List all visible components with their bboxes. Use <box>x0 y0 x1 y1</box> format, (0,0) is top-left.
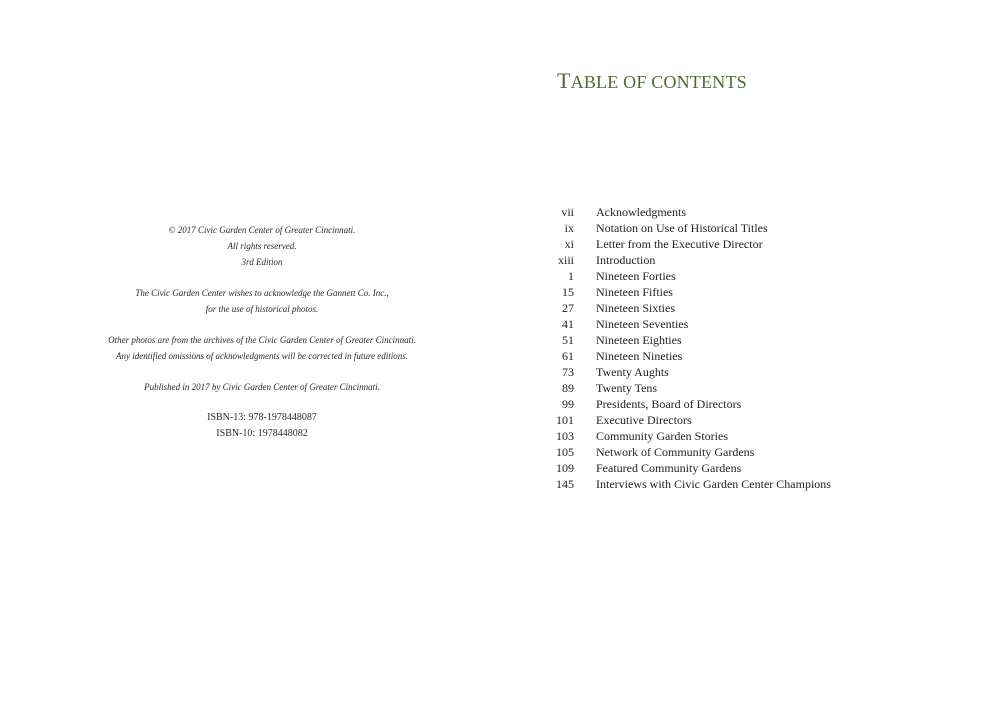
isbn-block <box>70 410 454 442</box>
toc-label: Network of Community Gardens <box>596 445 755 459</box>
copyright-block <box>70 222 454 457</box>
toc-page-number: 61 <box>562 349 574 363</box>
title-initial: T <box>557 68 571 93</box>
toc-entry[interactable] <box>544 316 831 332</box>
toc-entry[interactable] <box>544 396 831 412</box>
toc-entry[interactable] <box>544 412 831 428</box>
toc-entry[interactable] <box>544 460 831 476</box>
toc-label: Community Garden Stories <box>596 429 728 443</box>
title-rest: ABLE OF CONTENTS <box>570 72 747 92</box>
toc-entry[interactable] <box>544 364 831 380</box>
toc-label: Introduction <box>596 253 656 267</box>
toc-entry[interactable] <box>544 332 831 348</box>
toc-page-number: 89 <box>562 381 574 395</box>
toc-entry[interactable] <box>544 428 831 444</box>
toc-page-number: 101 <box>556 413 574 427</box>
publisher-line: Published in 2017 by Civic Garden Center of Greater Cincinnati. <box>144 382 380 392</box>
toc-label: Nineteen Eighties <box>596 333 682 347</box>
toc-page-number: vii <box>561 205 574 219</box>
toc-page-number: 27 <box>562 301 574 315</box>
toc-label: Executive Directors <box>596 413 692 427</box>
toc-entry[interactable] <box>544 444 831 460</box>
archive-note <box>70 332 454 364</box>
toc-label: Notation on Use of Historical Titles <box>596 221 768 235</box>
toc-label: Nineteen Fifties <box>596 285 673 299</box>
toc-page-number: 109 <box>556 461 574 475</box>
toc-label: Letter from the Executive Director <box>596 237 763 251</box>
archive-line: Other photos are from the archives of the Civic Garden Center of Greater Cincinnati. <box>108 335 416 345</box>
toc-label: Twenty Aughts <box>596 365 669 379</box>
toc-page-number: 73 <box>562 365 574 379</box>
toc-label: Nineteen Seventies <box>596 317 689 331</box>
toc-page <box>504 0 1008 720</box>
toc-page-number: 145 <box>556 477 574 491</box>
toc-label: Featured Community Gardens <box>596 461 742 475</box>
toc-page-number: 41 <box>562 317 574 331</box>
toc-list <box>544 204 831 492</box>
archive-line: Any identified omissions of acknowledgments will be corrected in future editions. <box>115 351 409 361</box>
toc-entry[interactable] <box>544 268 831 284</box>
toc-label: Twenty Tens <box>596 381 658 395</box>
toc-label: Nineteen Sixties <box>596 301 675 315</box>
toc-page-number: xi <box>564 237 574 251</box>
acknowledgment-line: for the use of historical photos. <box>205 304 319 314</box>
toc-label: Presidents, Board of Directors <box>596 397 742 411</box>
copyright-notice <box>70 222 454 270</box>
toc-page-number: 1 <box>568 269 574 283</box>
rights-line: All rights reserved. <box>227 241 297 251</box>
toc-page-number: 105 <box>556 445 574 459</box>
isbn-10: ISBN-10: 1978448082 <box>216 428 308 439</box>
toc-label: Nineteen Nineties <box>596 349 683 363</box>
toc-entry[interactable] <box>544 476 831 492</box>
toc-page-number: 15 <box>562 285 574 299</box>
toc-entry[interactable] <box>544 252 831 268</box>
toc-page-number: 99 <box>562 397 574 411</box>
photo-acknowledgment <box>70 285 454 317</box>
toc-label: Nineteen Forties <box>596 269 676 283</box>
isbn-13: ISBN-13: 978-1978448087 <box>207 412 317 423</box>
copyright-line: © 2017 Civic Garden Center of Greater Cincinnati. <box>168 225 356 235</box>
toc-entry[interactable] <box>544 284 831 300</box>
toc-page-number: xiii <box>557 253 574 267</box>
toc-entry[interactable] <box>544 220 831 236</box>
toc-entry[interactable] <box>544 380 831 396</box>
toc-entry[interactable] <box>544 348 831 364</box>
publisher-note <box>70 379 454 395</box>
toc-page-number: ix <box>564 221 574 235</box>
toc-page-number: 51 <box>562 333 574 347</box>
edition-line: 3rd Edition <box>241 257 283 267</box>
page-title <box>557 68 747 94</box>
toc-label: Interviews with Civic Garden Center Champions <box>596 477 831 491</box>
acknowledgment-line: The Civic Garden Center wishes to acknowledge the Gannett Co. Inc., <box>135 288 389 298</box>
toc-entry[interactable] <box>544 204 831 220</box>
toc-entry[interactable] <box>544 300 831 316</box>
toc-page-number: 103 <box>556 429 574 443</box>
toc-entry[interactable] <box>544 236 831 252</box>
toc-label: Acknowledgments <box>596 205 686 219</box>
